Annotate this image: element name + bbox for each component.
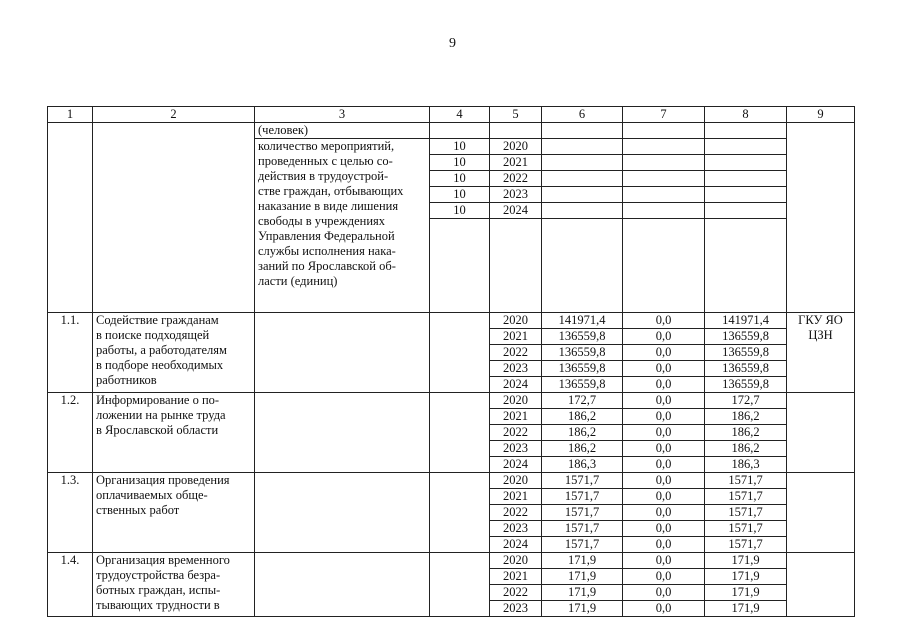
header-row: [48, 107, 855, 123]
year-cell: 2022: [490, 585, 542, 601]
continuation-executor-cell: [787, 123, 855, 313]
year-cell: 2022: [490, 505, 542, 521]
section-indicator-cell: [255, 473, 430, 553]
section-name-line: ственных работ: [96, 503, 180, 517]
year-cell: 2021: [490, 409, 542, 425]
federal-cell: 0,0: [623, 345, 705, 361]
executor-line: ГКУ ЯО: [798, 313, 843, 327]
continuation-num-cell: [48, 123, 93, 313]
regional-cell: 171,9: [705, 553, 787, 569]
federal-cell: 0,0: [623, 521, 705, 537]
header-cell: 5: [490, 107, 542, 123]
year-cell: 2024: [490, 377, 542, 393]
section-name-line: ботных граждан, испы-: [96, 583, 221, 597]
section-indicator-value-cell: [430, 473, 490, 553]
federal-cell: 0,0: [623, 377, 705, 393]
regional-cell: 186,3: [705, 457, 787, 473]
continuation-unit-row: [48, 123, 855, 139]
section-number: 1.4.: [48, 553, 93, 617]
federal-cell: 0,0: [623, 425, 705, 441]
section-name-line: трудоустройства безра-: [96, 568, 221, 582]
regional-cell: 171,9: [705, 601, 787, 617]
header-cell: 7: [623, 107, 705, 123]
section-name-line: Информирование о по-: [96, 393, 220, 407]
year-cell: 2020: [490, 393, 542, 409]
total-cell: 136559,8: [542, 345, 623, 361]
executor-cell: [787, 553, 855, 617]
header-cell: 6: [542, 107, 623, 123]
year-cell: 2024: [490, 537, 542, 553]
year-cell: 2024: [490, 457, 542, 473]
regional-cell: 136559,8: [705, 361, 787, 377]
total-cell: 136559,8: [542, 377, 623, 393]
year-cell: 2023: [490, 441, 542, 457]
total-cell: 1571,7: [542, 489, 623, 505]
federal-cell: 0,0: [623, 393, 705, 409]
section-name-line: оплачиваемых обще-: [96, 488, 208, 502]
indicator-value: 10: [430, 139, 490, 155]
federal-cell: 0,0: [623, 585, 705, 601]
executor-cell: [787, 393, 855, 473]
section-indicator-value-cell: [430, 313, 490, 393]
total-cell: 186,2: [542, 425, 623, 441]
section-number: 1.1.: [48, 313, 93, 393]
federal-cell: 0,0: [623, 569, 705, 585]
federal-cell: 0,0: [623, 473, 705, 489]
federal-cell: 0,0: [623, 457, 705, 473]
total-cell: 136559,8: [542, 361, 623, 377]
section-name: [93, 473, 255, 553]
section-name-line: работы, а работодателям: [96, 343, 227, 357]
total-cell: 172,7: [542, 393, 623, 409]
section-name-line: в подборе необходимых: [96, 358, 224, 372]
year-cell: 2023: [490, 521, 542, 537]
federal-cell: 0,0: [623, 361, 705, 377]
federal-cell: 0,0: [623, 505, 705, 521]
federal-cell: 0,0: [623, 441, 705, 457]
regional-cell: 136559,8: [705, 377, 787, 393]
continuation-name-cell: [93, 123, 255, 313]
federal-cell: 0,0: [623, 537, 705, 553]
section-name: [93, 313, 255, 393]
year-cell: 2022: [490, 425, 542, 441]
regional-cell: 1571,7: [705, 473, 787, 489]
section-name-line: тывающих трудности в: [96, 598, 220, 612]
indicator-value: 10: [430, 187, 490, 203]
section-number: 1.2.: [48, 393, 93, 473]
table-row: [48, 313, 855, 329]
header-cell: 2: [93, 107, 255, 123]
section-indicator-value-cell: [430, 553, 490, 617]
regional-cell: 141971,4: [705, 313, 787, 329]
year-cell: 2020: [490, 313, 542, 329]
indicator-year: 2020: [490, 139, 542, 155]
section-name: [93, 553, 255, 617]
section-name-line: Организация проведения: [96, 473, 230, 487]
section-name-line: Содействие гражданам: [96, 313, 219, 327]
header-cell: 9: [787, 107, 855, 123]
section-indicator-cell: [255, 553, 430, 617]
section-name-line: в поиске подходящей: [96, 328, 210, 342]
indicator-value: 10: [430, 171, 490, 187]
header-cell: 4: [430, 107, 490, 123]
regional-cell: 1571,7: [705, 537, 787, 553]
table-row: [48, 473, 855, 489]
regional-cell: 171,9: [705, 585, 787, 601]
total-cell: 1571,7: [542, 537, 623, 553]
section-number: 1.3.: [48, 473, 93, 553]
table-row: [48, 393, 855, 409]
section-indicator-cell: [255, 393, 430, 473]
total-cell: 171,9: [542, 585, 623, 601]
total-cell: 171,9: [542, 569, 623, 585]
total-cell: 186,2: [542, 409, 623, 425]
federal-cell: 0,0: [623, 313, 705, 329]
indicator-year: 2022: [490, 171, 542, 187]
total-cell: 1571,7: [542, 521, 623, 537]
federal-cell: 0,0: [623, 553, 705, 569]
federal-cell: 0,0: [623, 329, 705, 345]
section-name-line: ложении на рынке труда: [96, 408, 226, 422]
table-body: [48, 107, 855, 617]
page-number: 9: [449, 36, 456, 51]
total-cell: 1571,7: [542, 473, 623, 489]
federal-cell: 0,0: [623, 601, 705, 617]
federal-cell: 0,0: [623, 489, 705, 505]
header-cell: 8: [705, 107, 787, 123]
section-name: [93, 393, 255, 473]
regional-cell: 172,7: [705, 393, 787, 409]
year-cell: 2020: [490, 473, 542, 489]
section-indicator-cell: [255, 313, 430, 393]
year-cell: 2022: [490, 345, 542, 361]
total-cell: 171,9: [542, 553, 623, 569]
federal-cell: 0,0: [623, 409, 705, 425]
regional-cell: 1571,7: [705, 489, 787, 505]
regional-cell: 186,2: [705, 441, 787, 457]
table-row: [48, 553, 855, 569]
regional-cell: 186,2: [705, 409, 787, 425]
regional-cell: 136559,8: [705, 329, 787, 345]
program-activities-table: [47, 106, 855, 617]
header-cell: 3: [255, 107, 430, 123]
section-name-line: в Ярославской области: [96, 423, 219, 437]
indicator-year: 2021: [490, 155, 542, 171]
total-cell: 186,3: [542, 457, 623, 473]
year-cell: 2021: [490, 489, 542, 505]
executor-cell: [787, 473, 855, 553]
total-cell: 171,9: [542, 601, 623, 617]
section-name-line: Организация временного: [96, 553, 230, 567]
total-cell: 136559,8: [542, 329, 623, 345]
regional-cell: 186,2: [705, 425, 787, 441]
section-indicator-value-cell: [430, 393, 490, 473]
indicator-text: количество мероприятий, проведенных с целью со- действия в трудоустрой- стве граждан, отбывающих наказание в виде лишения свободы в учреждениях Управления Федеральной службы исполнения нака- заний по Ярославской об- ласти (единиц): [255, 139, 430, 313]
executor-cell: [787, 313, 855, 393]
header-cell: 1: [48, 107, 93, 123]
indicator-value: 10: [430, 203, 490, 219]
year-cell: 2023: [490, 361, 542, 377]
executor-line: ЦЗН: [808, 328, 833, 342]
top-unit: (человек): [255, 123, 430, 139]
year-cell: 2021: [490, 329, 542, 345]
regional-cell: 171,9: [705, 569, 787, 585]
indicator-value: 10: [430, 155, 490, 171]
regional-cell: 1571,7: [705, 521, 787, 537]
indicator-year: 2024: [490, 203, 542, 219]
regional-cell: 136559,8: [705, 345, 787, 361]
total-cell: 141971,4: [542, 313, 623, 329]
total-cell: 1571,7: [542, 505, 623, 521]
total-cell: 186,2: [542, 441, 623, 457]
year-cell: 2020: [490, 553, 542, 569]
section-name-line: работников: [96, 373, 157, 387]
year-cell: 2021: [490, 569, 542, 585]
indicator-year: 2023: [490, 187, 542, 203]
regional-cell: 1571,7: [705, 505, 787, 521]
year-cell: 2023: [490, 601, 542, 617]
